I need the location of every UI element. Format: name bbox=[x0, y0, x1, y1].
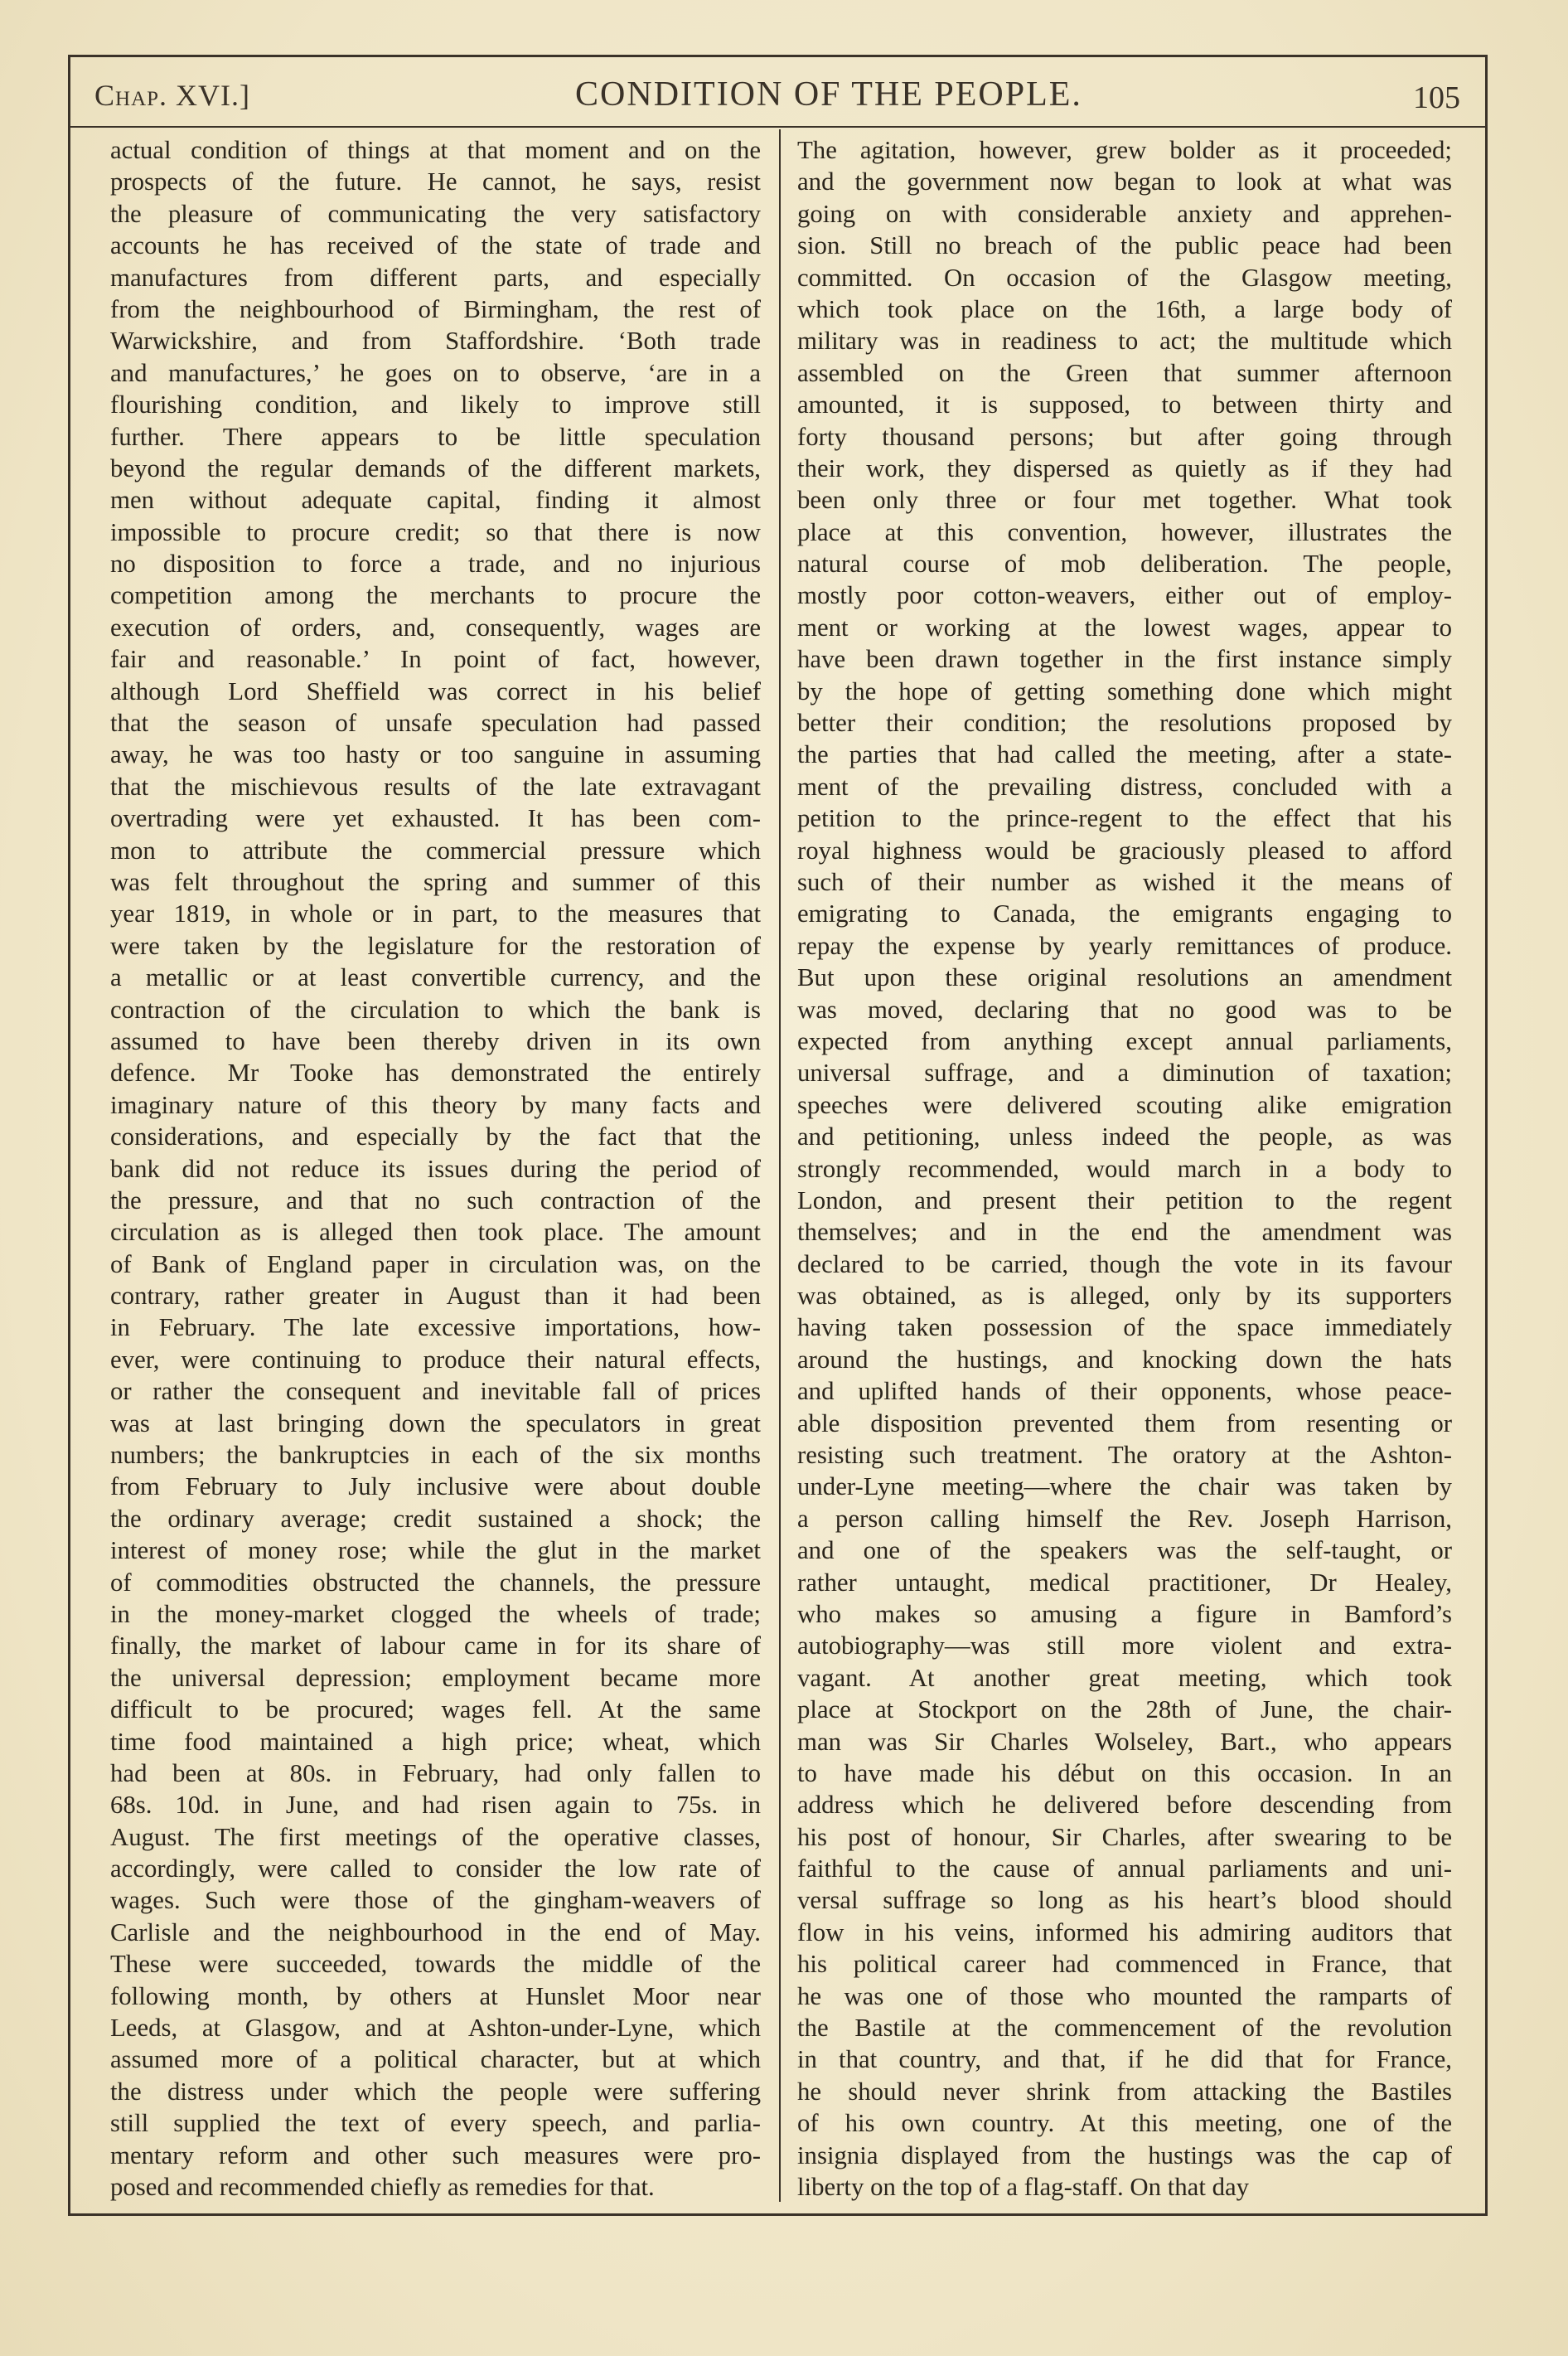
text-line: flourishing condition, and likely to improve still bbox=[110, 390, 761, 419]
text-line: fair and reasonable.’ In point of fact, however, bbox=[110, 645, 761, 674]
left-text-column bbox=[110, 134, 761, 2207]
text-line: bank did not reduce its issues during the period of bbox=[110, 1154, 761, 1183]
text-line: resisting such treatment. The oratory at the Ashton- bbox=[797, 1441, 1452, 1470]
text-line: by the hope of getting something done which might bbox=[797, 676, 1452, 705]
text-line: London, and present their petition to the regent bbox=[797, 1185, 1452, 1214]
text-line: that the season of unsafe speculation had passed bbox=[110, 709, 761, 738]
text-line: from February to July inclusive were about double bbox=[110, 1472, 761, 1501]
text-line: liberty on the top of a flag-staff. On that day bbox=[797, 2173, 1250, 2201]
text-line: further. There appears to be little speculation bbox=[110, 422, 761, 451]
text-line: mentary reform and other such measures were pro- bbox=[110, 2140, 761, 2169]
text-line: Warwickshire, and from Staffordshire. ‘Both trade bbox=[110, 327, 761, 356]
text-line: that the mischievous results of the late extravagant bbox=[110, 772, 761, 801]
text-line: he was one of those who mounted the ramparts of bbox=[797, 1981, 1452, 2010]
running-title: CONDITION OF THE PEOPLE. bbox=[575, 75, 1082, 114]
text-line: posed and recommended chiefly as remedies for that. bbox=[110, 2173, 655, 2201]
text-line: better their condition; the resolutions proposed by bbox=[797, 709, 1452, 738]
text-line: amounted, it is supposed, to between thirty and bbox=[797, 390, 1452, 419]
text-line: and manufactures,’ he goes on to observe, ‘are in a bbox=[110, 358, 761, 387]
chapter-label: Chap. XVI.] bbox=[94, 79, 250, 112]
text-line: military was in readiness to act; the multitude which bbox=[797, 327, 1452, 356]
text-line: royal highness would be graciously pleased to afford bbox=[797, 836, 1452, 865]
text-line: interest of money rose; while the glut in the market bbox=[110, 1536, 761, 1565]
text-line: year 1819, in whole or in part, to the measures that bbox=[110, 899, 761, 928]
text-line: and one of the speakers was the self-taught, or bbox=[797, 1536, 1452, 1565]
text-line: competition among the merchants to procure the bbox=[110, 581, 761, 610]
text-line: overtrading were yet exhausted. It has been com- bbox=[110, 804, 761, 833]
text-line: and the government now began to look at what was bbox=[797, 167, 1452, 196]
text-line: the pressure, and that no such contraction of the bbox=[110, 1185, 761, 1214]
text-line: Carlisle and the neighbourhood in the end of May. bbox=[110, 1917, 761, 1946]
text-line: faithful to the cause of annual parliaments and uni- bbox=[797, 1854, 1452, 1883]
text-line: speeches were delivered scouting alike emigration bbox=[797, 1090, 1452, 1119]
column-divider bbox=[779, 129, 781, 2202]
text-line: Leeds, at Glasgow, and at Ashton-under-Lyne, which bbox=[110, 2014, 761, 2043]
text-line: assembled on the Green that summer afternoon bbox=[797, 358, 1452, 387]
text-line: having taken possession of the space immediately bbox=[797, 1313, 1452, 1342]
text-line: August. The first meetings of the operative classes, bbox=[110, 1822, 761, 1851]
text-line: accordingly, were called to consider the low rate of bbox=[110, 1854, 761, 1883]
text-line: which took place on the 16th, a large body of bbox=[797, 294, 1452, 323]
text-line: the pleasure of communicating the very satisfactory bbox=[110, 199, 761, 228]
text-line: address which he delivered before descending from bbox=[797, 1791, 1452, 1820]
text-line: was at last bringing down the speculators in great bbox=[110, 1408, 761, 1437]
text-line: was obtained, as is alleged, only by its supporters bbox=[797, 1282, 1452, 1311]
text-line: his political career had commenced in France, that bbox=[797, 1950, 1452, 1979]
text-line: ever, were continuing to produce their natural effects, bbox=[110, 1345, 761, 1374]
page-number: 105 bbox=[1413, 80, 1460, 115]
text-line: accounts he has received of the state of trade and bbox=[110, 231, 761, 260]
text-line: he should never shrink from attacking the Bastiles bbox=[797, 2077, 1452, 2106]
text-line: men without adequate capital, finding it almost bbox=[110, 486, 761, 515]
text-line: who makes so amusing a figure in Bamford’s bbox=[797, 1599, 1452, 1628]
text-line: of his own country. At this meeting, one of the bbox=[797, 2109, 1452, 2138]
text-line: and uplifted hands of their opponents, whose peace- bbox=[797, 1377, 1452, 1406]
text-line: execution of orders, and, consequently, wages are bbox=[110, 613, 761, 642]
text-line: mon to attribute the commercial pressure which bbox=[110, 836, 761, 865]
text-line: flow in his veins, informed his admiring auditors that bbox=[797, 1917, 1452, 1946]
text-line: been only three or four met together. What took bbox=[797, 486, 1452, 515]
text-line: actual condition of things at that moment and on the bbox=[110, 136, 761, 164]
text-line: place at this convention, however, illustrates the bbox=[797, 517, 1452, 546]
text-line: a metallic or at least convertible currency, and the bbox=[110, 963, 761, 992]
text-line: numbers; the bankruptcies in each of the six months bbox=[110, 1441, 761, 1470]
text-line: in the money-market clogged the wheels of trade; bbox=[110, 1599, 761, 1628]
text-line: although Lord Sheffield was correct in his belief bbox=[110, 676, 761, 705]
text-line: were taken by the legislature for the restoration of bbox=[110, 931, 761, 960]
text-line: The agitation, however, grew bolder as it proceeded; bbox=[797, 136, 1452, 164]
text-line: These were succeeded, towards the middle of the bbox=[110, 1950, 761, 1979]
text-line: such of their number as wished it the means of bbox=[797, 867, 1452, 896]
text-line: beyond the regular demands of the different markets, bbox=[110, 453, 761, 482]
text-line: of commodities obstructed the channels, the pressure bbox=[110, 1568, 761, 1597]
text-line: was felt throughout the spring and summer of this bbox=[110, 867, 761, 896]
text-line: expected from anything except annual parliaments, bbox=[797, 1026, 1452, 1055]
text-line: of Bank of England paper in circulation was, on the bbox=[110, 1249, 761, 1278]
text-line: assumed more of a political character, but at which bbox=[110, 2045, 761, 2074]
text-line: or rather the consequent and inevitable fall of prices bbox=[110, 1377, 761, 1406]
text-line: in that country, and that, if he did that for France, bbox=[797, 2045, 1452, 2074]
text-line: circulation as is alleged then took place. The amount bbox=[110, 1218, 761, 1247]
frame-top-rule bbox=[68, 55, 1485, 57]
text-line: mostly poor cotton-weavers, either out of employ- bbox=[797, 581, 1452, 610]
text-line: impossible to procure credit; so that there is now bbox=[110, 517, 761, 546]
text-line: insignia displayed from the hustings was the cap of bbox=[797, 2140, 1452, 2169]
text-line: from the neighbourhood of Birmingham, the rest of bbox=[110, 294, 761, 323]
text-line: repay the expense by yearly remittances of produce. bbox=[797, 931, 1452, 960]
text-line: under-Lyne meeting—where the chair was taken by bbox=[797, 1472, 1452, 1501]
text-line: versal suffrage so long as his heart’s blood should bbox=[797, 1886, 1452, 1915]
text-line: to have made his début on this occasion. In an bbox=[797, 1758, 1452, 1787]
text-line: ment or working at the lowest wages, appear to bbox=[797, 613, 1452, 642]
text-line: 68s. 10d. in June, and had risen again to 75s. in bbox=[110, 1791, 761, 1820]
text-line: imaginary nature of this theory by many facts and bbox=[110, 1090, 761, 1119]
text-line: themselves; and in the end the amendment was bbox=[797, 1218, 1452, 1247]
text-line: the ordinary average; credit sustained a shock; the bbox=[110, 1504, 761, 1533]
text-line: rather untaught, medical practitioner, Dr Healey, bbox=[797, 1568, 1452, 1597]
frame-bottom-rule bbox=[68, 2213, 1485, 2216]
text-line: the Bastile at the commencement of the revolution bbox=[797, 2014, 1452, 2043]
text-line: difficult to be procured; wages fell. At the same bbox=[110, 1695, 761, 1724]
header-rule bbox=[68, 126, 1485, 128]
frame-left-rule bbox=[68, 55, 70, 2216]
text-line: sion. Still no breach of the public peace had been bbox=[797, 231, 1452, 260]
text-line: manufactures from different parts, and especially bbox=[110, 263, 761, 292]
text-line: a person calling himself the Rev. Joseph Harrison, bbox=[797, 1504, 1452, 1533]
text-line: man was Sir Charles Wolseley, Bart., who appears bbox=[797, 1727, 1452, 1756]
text-line: in February. The late excessive importations, how- bbox=[110, 1313, 761, 1342]
text-line: strongly recommended, would march in a body to bbox=[797, 1154, 1452, 1183]
text-line: prospects of the future. He cannot, he says, resist bbox=[110, 167, 761, 196]
text-line: still supplied the text of every speech, and parlia- bbox=[110, 2109, 761, 2138]
text-line: time food maintained a high price; wheat, which bbox=[110, 1727, 761, 1756]
text-line: no disposition to force a trade, and no injurious bbox=[110, 550, 761, 579]
text-line: wages. Such were those of the gingham-weavers of bbox=[110, 1886, 761, 1915]
text-line: going on with considerable anxiety and apprehen- bbox=[797, 199, 1452, 228]
text-line: forty thousand persons; but after going through bbox=[797, 422, 1452, 451]
text-line: contrary, rather greater in August than it had been bbox=[110, 1282, 761, 1311]
text-line: and petitioning, unless indeed the people, as was bbox=[797, 1122, 1452, 1151]
text-line: the universal depression; employment became more bbox=[110, 1663, 761, 1692]
frame-right-rule bbox=[1485, 55, 1488, 2216]
text-line: contraction of the circulation to which the bank is bbox=[110, 995, 761, 1024]
text-line: was moved, declaring that no good was to be bbox=[797, 995, 1452, 1024]
text-line: away, he was too hasty or too sanguine in assuming bbox=[110, 740, 761, 769]
text-line: place at Stockport on the 28th of June, the chair- bbox=[797, 1695, 1452, 1724]
text-line: committed. On occasion of the Glasgow meeting, bbox=[797, 263, 1452, 292]
text-line: had been at 80s. in February, had only fallen to bbox=[110, 1758, 761, 1787]
text-line: vagant. At another great meeting, which took bbox=[797, 1663, 1452, 1692]
text-line: have been drawn together in the first instance simply bbox=[797, 645, 1452, 674]
text-line: But upon these original resolutions an amendment bbox=[797, 963, 1452, 992]
text-line: defence. Mr Tooke has demonstrated the entirely bbox=[110, 1059, 761, 1088]
text-line: following month, by others at Hunslet Moor near bbox=[110, 1981, 761, 2010]
text-line: petition to the prince-regent to the effect that his bbox=[797, 804, 1452, 833]
right-text-column bbox=[797, 134, 1452, 2207]
text-line: natural course of mob deliberation. The people, bbox=[797, 550, 1452, 579]
text-line: his post of honour, Sir Charles, after swearing to be bbox=[797, 1822, 1452, 1851]
text-line: around the hustings, and knocking down the hats bbox=[797, 1345, 1452, 1374]
text-line: considerations, and especially by the fact that the bbox=[110, 1122, 761, 1151]
text-line: autobiography—was still more violent and extra- bbox=[797, 1631, 1452, 1660]
text-line: declared to be carried, though the vote in its favour bbox=[797, 1249, 1452, 1278]
text-line: assumed to have been thereby driven in its own bbox=[110, 1026, 761, 1055]
text-line: able disposition prevented them from resenting or bbox=[797, 1408, 1452, 1437]
text-line: ment of the prevailing distress, concluded with a bbox=[797, 772, 1452, 801]
running-header bbox=[91, 70, 1483, 119]
text-line: their work, they dispersed as quietly as if they had bbox=[797, 453, 1452, 482]
text-line: the parties that had called the meeting, after a state- bbox=[797, 740, 1452, 769]
text-line: emigrating to Canada, the emigrants engaging to bbox=[797, 899, 1452, 928]
text-line: the distress under which the people were suffering bbox=[110, 2077, 761, 2106]
text-line: finally, the market of labour came in for its share of bbox=[110, 1631, 761, 1660]
text-line: universal suffrage, and a diminution of taxation; bbox=[797, 1059, 1452, 1088]
